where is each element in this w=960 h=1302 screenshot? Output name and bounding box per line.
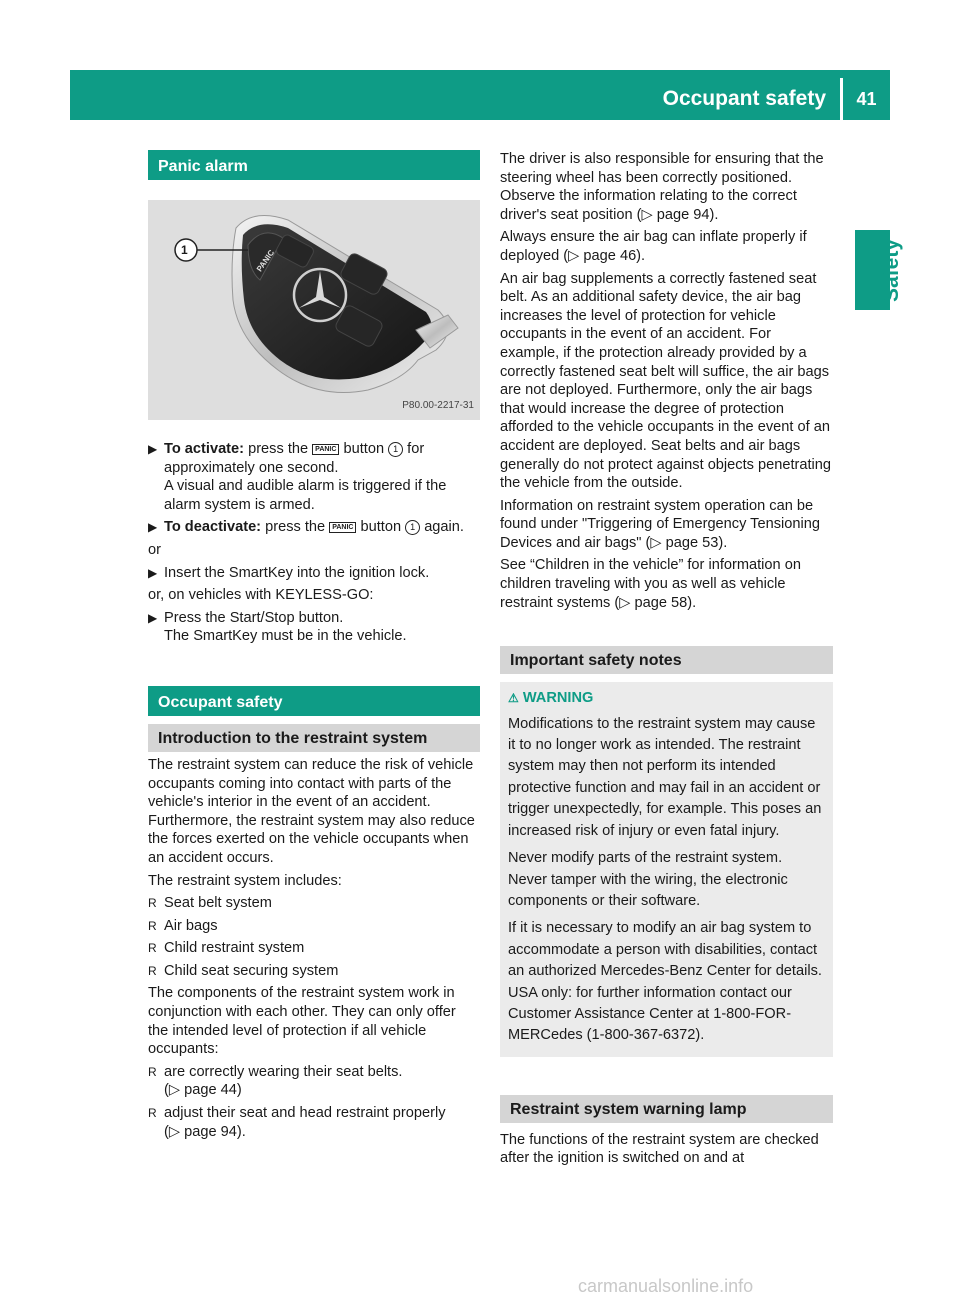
warning-box: [500, 682, 833, 1057]
safety-notes-heading: Important safety notes: [500, 646, 833, 674]
arrow-right-icon: ▶: [148, 520, 158, 535]
intro-paragraph-1: The restraint system can reduce the risk of vehicle occupants coming into contact with parts of the vehicle's interior in the event of an accident. Furthermore, the restraint system may also reduce the forces exerted on the vehicle occupants when an accident occurs.: [148, 756, 475, 866]
figure-callout: 1: [181, 243, 188, 257]
bullet-r-icon: R: [148, 941, 157, 956]
panic-button-icon: PANIC: [312, 444, 339, 455]
bullet-r-icon: R: [148, 963, 157, 978]
or-text: or: [148, 541, 161, 558]
list-item: R adjust their seat and head restraint properly (▷ page 94).: [148, 1105, 446, 1140]
warning-triangle-icon: ⚠: [508, 691, 519, 706]
watermark: carmanualsonline.info: [578, 1276, 754, 1296]
callout-1-icon: 1: [388, 442, 403, 457]
bullet-r-icon: R: [148, 1064, 157, 1079]
page-ref: (▷ page 94).: [164, 1123, 246, 1140]
page-number: 41: [856, 89, 877, 109]
airbag-inflate-paragraph: Always ensure the air bag can inflate properly if deployed (▷ page 46).: [500, 229, 807, 264]
warning-paragraph-3: If it is necessary to modify an air bag system to accommodate a person with disabilities, contact an authorized Mercedes-Benz Center for details. USA only: for further information contact our Customer Assistance Center at 1-800-FOR-MERCedes (1-800-367-6372).: [508, 920, 822, 1044]
deactivate-step: ▶ To deactivate: press the PANIC button 1 again.: [148, 519, 464, 536]
right-column: [500, 150, 833, 1172]
warning-paragraph-1: Modifications to the restraint system may cause it to no longer work as intended. The restraint system may then not perform its intended protective function and may fail in an accident or trigger unexpectedly, for example. This poses an increased risk of injury or even fatal injury.: [508, 715, 822, 839]
panic-button-icon: PANIC: [329, 522, 356, 533]
press-step: ▶ Press the Start/Stop button. The SmartKey must be in the vehicle.: [148, 609, 407, 645]
airbag-supplement-paragraph: An air bag supplements a correctly fastened seat belt. As an additional safety device, the air bag increases the level of protection for vehicle occupants in the event of an accident. For example, if the protection already provided by a correctly fastened seat belt will suffice, the air bags are not deployed. Furthermore, only the air bags that would increase the degree of protection afforded to the vehicle occupants in the event of an accident are deployed. Seat belts and air bags generally do not protect against objects penetrating the vehicle from the outside.: [500, 270, 832, 492]
arrow-right-icon: ▶: [148, 442, 158, 456]
header-title: Occupant safety: [662, 87, 826, 110]
callout-1-icon: 1: [405, 520, 420, 535]
list-item: R Seat belt system: [148, 895, 272, 912]
page-header: [70, 70, 890, 120]
side-label: Safety: [880, 238, 903, 302]
operation-info-paragraph: Information on restraint system operation can be found under "Triggering of Emergency Tensioning Devices and air bags" (▷ page 53).: [500, 497, 820, 551]
activate-step: ▶ To activate: press the PANIC button 1 for approximately one second. A visual and audible alarm is triggered if the alarm system is armed.: [148, 441, 447, 513]
list-item: R Air bags: [148, 917, 218, 934]
warning-lamp-heading: Restraint system warning lamp: [500, 1095, 833, 1123]
warning-paragraph-2: Never modify parts of the restraint system. Never tamper with the wiring, the electronic components or their software.: [508, 850, 788, 909]
warning-lamp-paragraph: The functions of the restraint system are checked after the ignition is switched on and at: [500, 1131, 819, 1167]
smartkey-figure: [148, 200, 480, 420]
list-item: R Child seat securing system: [148, 962, 339, 979]
children-paragraph: See “Children in the vehicle” for information on children traveling with you as well as vehicle restraint systems (▷ page 58).: [500, 557, 801, 611]
introduction-heading: Introduction to the restraint system: [148, 724, 480, 752]
occupant-safety-heading: Occupant safety: [148, 686, 480, 716]
smartkey-illustration: [148, 200, 480, 420]
intro-paragraph-2: The restraint system includes:: [148, 872, 342, 889]
warning-header: ⚠ WARNING: [508, 690, 594, 707]
driver-paragraph: The driver is also responsible for ensuring that the steering wheel has been correctly positioned. Observe the information relating to the correct driver's seat position (▷ page 94).: [500, 151, 824, 223]
list-item: R Child restraint system: [148, 940, 305, 957]
list-item: R are correctly wearing their seat belts. (▷ page 44): [148, 1063, 403, 1099]
insert-step: ▶ Insert the SmartKey into the ignition lock.: [148, 564, 430, 581]
panic-button-label: PANIC: [254, 248, 277, 274]
page-ref: (▷ page 44): [164, 1082, 242, 1099]
left-column: [148, 150, 480, 1145]
intro-paragraph-3: The components of the restraint system work in conjunction with each other. They can only offer the intended level of protection if all vehicle occupants:: [148, 985, 456, 1058]
arrow-right-icon: ▶: [148, 565, 158, 580]
figure-code: P80.00-2217-31: [402, 400, 474, 412]
arrow-right-icon: ▶: [148, 610, 158, 625]
bullet-r-icon: R: [148, 918, 157, 933]
keyless-text: or, on vehicles with KEYLESS-GO:: [148, 587, 374, 604]
bullet-r-icon: R: [148, 896, 157, 911]
bullet-r-icon: R: [148, 1106, 157, 1121]
panic-alarm-heading: Panic alarm: [148, 150, 480, 180]
